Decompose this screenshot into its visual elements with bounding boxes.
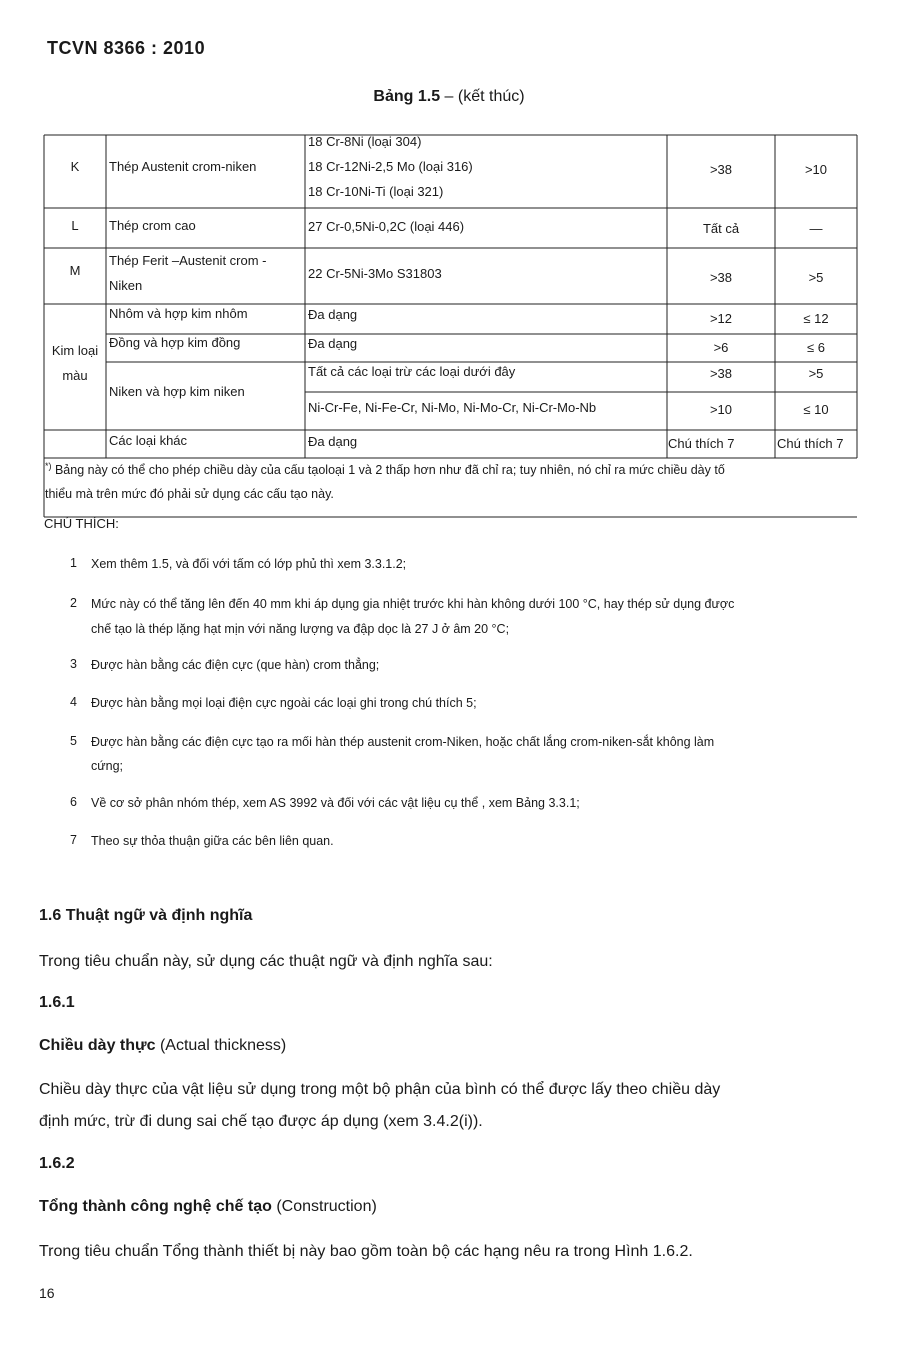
note-number: 4 bbox=[70, 695, 77, 709]
value-cell: ≤ 6 bbox=[807, 340, 825, 355]
value-cell: Tất cả bbox=[702, 221, 740, 236]
note-number: 7 bbox=[70, 833, 77, 847]
value-cell: >38 bbox=[709, 270, 733, 285]
page-number: 16 bbox=[39, 1285, 55, 1301]
term-number: 1.6.1 bbox=[39, 994, 75, 1011]
value-cell: >10 bbox=[709, 402, 733, 417]
note-text: Xem thêm 1.5, và đối với tấm có lớp phủ thì xem 3.3.1.2; bbox=[91, 557, 407, 571]
term-title bbox=[39, 1037, 286, 1055]
term-title bbox=[39, 1198, 377, 1216]
spec-cell: 22 Cr-5Ni-3Mo S31803 bbox=[308, 266, 442, 281]
section-intro: Trong tiêu chuẩn này, sử dụng các thuật ngữ và định nghĩa sau: bbox=[39, 953, 493, 970]
note-number: 3 bbox=[70, 657, 77, 671]
note-number: 6 bbox=[70, 795, 77, 809]
table-footnote bbox=[45, 462, 725, 478]
material-cell: Thép Ferit –Austenit crom - bbox=[109, 253, 267, 268]
term-number: 1.6.2 bbox=[39, 1155, 75, 1172]
term-definition: Trong tiêu chuẩn Tổng thành thiết bị này bao gồm toàn bộ các hạng nêu ra trong Hình 1.6.2. bbox=[39, 1243, 693, 1260]
material-cell: Niken bbox=[109, 278, 143, 293]
value-cell: — bbox=[809, 221, 823, 236]
note-text: chế tạo là thép lặng hạt mịn với năng lượng va đập dọc là 27 J ở âm 20 °C; bbox=[91, 622, 510, 636]
value-cell: ≤ 10 bbox=[803, 402, 829, 417]
spec-cell: 18 Cr-10Ni-Ti (loại 321) bbox=[308, 184, 444, 199]
value-cell: Chú thích 7 bbox=[777, 436, 844, 451]
spec-cell: 18 Cr-12Ni-2,5 Mo (loại 316) bbox=[308, 159, 473, 174]
material-cell: Thép crom cao bbox=[109, 218, 196, 233]
table-title-bold: Bảng 1.5 bbox=[373, 88, 441, 105]
note-number: 5 bbox=[70, 734, 77, 748]
note-number: 1 bbox=[70, 556, 77, 570]
material-cell: Các loại khác bbox=[109, 433, 188, 448]
table-title bbox=[0, 88, 898, 106]
material-cell: Nhôm và hợp kim nhôm bbox=[109, 306, 248, 321]
note-number: 2 bbox=[70, 596, 77, 610]
notes-heading: CHÚ THÍCH: bbox=[44, 516, 119, 531]
term-name: Tổng thành công nghệ chế tạo bbox=[39, 1198, 272, 1215]
value-cell: >10 bbox=[804, 162, 828, 177]
group-cell: L bbox=[71, 218, 79, 233]
term-english: (Actual thickness) bbox=[155, 1037, 287, 1054]
footnote-marker: *) bbox=[45, 460, 52, 471]
spec-cell: Ni-Cr-Fe, Ni-Fe-Cr, Ni-Mo, Ni-Mo-Cr, Ni-Cr-Mo-Nb bbox=[308, 400, 597, 415]
term-name: Chiều dày thực bbox=[39, 1037, 156, 1054]
value-cell: >5 bbox=[808, 366, 824, 381]
group-cell: M bbox=[69, 263, 81, 278]
note-text: Được hàn bằng mọi loại điện cực ngoài các loại ghi trong chú thích 5; bbox=[91, 696, 477, 710]
group-cell: K bbox=[70, 159, 80, 174]
standard-code: TCVN 8366 : 2010 bbox=[47, 38, 206, 58]
spec-cell: 27 Cr-0,5Ni-0,2C (loại 446) bbox=[308, 219, 465, 234]
material-cell: Niken và hợp kim niken bbox=[109, 384, 245, 399]
table-title-rest: – (kết thúc) bbox=[440, 88, 525, 105]
group-cell: màu bbox=[62, 368, 88, 383]
spec-cell: 18 Cr-8Ni (loại 304) bbox=[308, 134, 422, 149]
spec-cell: Tất cả các loại trừ các loại dưới đây bbox=[308, 364, 516, 379]
group-cell: Kim loại bbox=[51, 343, 99, 358]
value-cell: >5 bbox=[808, 270, 824, 285]
footnote-line: thiểu mà trên mức đó phải sử dụng các cấu tạo này. bbox=[45, 487, 334, 501]
term-definition: định mức, trừ đi dung sai chế tạo được áp dụng (xem 3.4.2(i)). bbox=[39, 1113, 483, 1130]
material-cell: Thép Austenit crom-niken bbox=[109, 159, 257, 174]
footnote-line: Bảng này có thể cho phép chiều dày của cấu tạoloại 1 và 2 thấp hơn như đã chỉ ra; tuy nhiên, nó chỉ ra mức chiều dày tố bbox=[51, 463, 725, 477]
note-text: Về cơ sở phân nhóm thép, xem AS 3992 và đối với các vật liệu cụ thể , xem Bảng 3.3.1; bbox=[91, 796, 580, 810]
note-text: Được hàn bằng các điện cực tạo ra mối hàn thép austenit crom-Niken, hoặc chất lắng crom-niken-sắt không làm bbox=[91, 735, 715, 749]
value-cell: ≤ 12 bbox=[803, 311, 829, 326]
section-heading: 1.6 Thuật ngữ và định nghĩa bbox=[39, 907, 253, 924]
value-cell: >12 bbox=[709, 311, 733, 326]
material-cell: Đồng và hợp kim đồng bbox=[109, 335, 241, 350]
term-english: (Construction) bbox=[271, 1198, 377, 1215]
value-cell: >38 bbox=[709, 366, 733, 381]
value-cell: Chú thích 7 bbox=[668, 436, 735, 451]
term-definition: Chiều dày thực của vật liệu sử dụng trong một bộ phận của bình có thể được lấy theo chiều dày bbox=[39, 1081, 721, 1098]
note-text: Được hàn bằng các điện cực (que hàn) crom thẳng; bbox=[91, 658, 380, 672]
note-text: cứng; bbox=[91, 759, 123, 773]
spec-cell: Đa dạng bbox=[308, 307, 358, 322]
value-cell: >38 bbox=[709, 162, 733, 177]
value-cell: >6 bbox=[713, 340, 729, 355]
spec-cell: Đa dạng bbox=[308, 434, 358, 449]
spec-cell: Đa dạng bbox=[308, 336, 358, 351]
note-text: Mức này có thể tăng lên đến 40 mm khi áp dụng gia nhiệt trước khi hàn không dưới 100 °C, hay thép sử dụng được bbox=[91, 597, 735, 611]
note-text: Theo sự thỏa thuận giữa các bên liên quan. bbox=[91, 834, 334, 848]
